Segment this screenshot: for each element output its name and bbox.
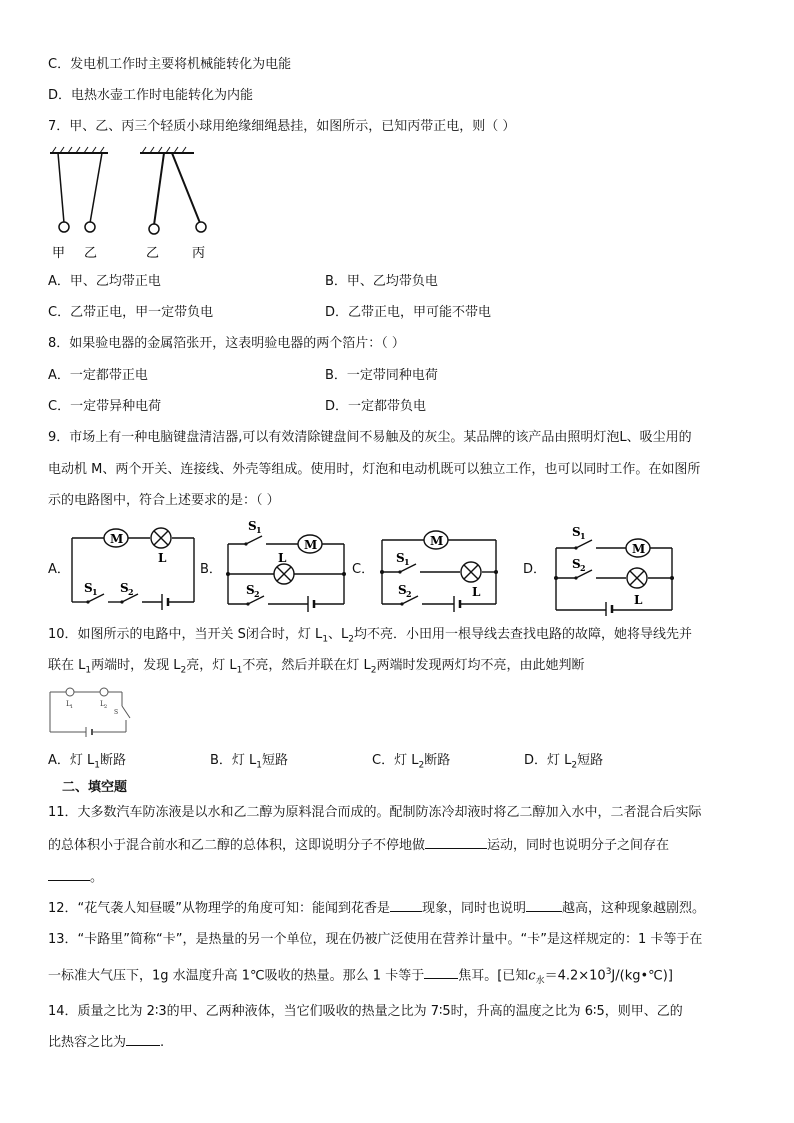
svg-text:1: 1	[92, 587, 98, 597]
svg-text:L: L	[278, 551, 287, 565]
q9-circuit-b	[218, 516, 353, 614]
q9-label-d: D．	[523, 562, 547, 577]
svg-text:L: L	[634, 593, 643, 607]
q10-stem-line1: 10．如图所示的电路中，当开关 S闭合时，灯 $L_1$、$L_2$均不亮．小田用一根导线去查找电路的故障，她将导线先并	[48, 627, 693, 645]
q11-stem-line2: 的总体积小于混合前水和乙二醇的总体积，这即说明分子不停地做 运动，同时也说明分子之间存在	[48, 838, 670, 853]
q10-option-d: D．灯 $L_2$短路	[524, 753, 604, 771]
svg-text:M: M	[632, 542, 646, 556]
q9-stem-line2: 电动机 M、两个开关、连接线、外壳等组成。使用时，灯泡和电动机既可以独立工作，也可以同时工作。在如图所	[48, 462, 701, 477]
q9-stem-line1: 9．市场上有一种电脑键盘清洁器,可以有效清除键盘间不易触及的灰尘。某品牌的该产品由照明灯泡L、吸尘用的	[48, 430, 692, 445]
q14-blank[interactable]	[126, 1033, 160, 1046]
q11-blank-1[interactable]	[425, 836, 487, 849]
svg-text:1: 1	[70, 704, 74, 710]
svg-text:1: 1	[580, 531, 586, 541]
label-jia-1: 甲	[52, 246, 66, 261]
q9-label-a: A．	[48, 562, 70, 577]
q9-circuit-c	[372, 526, 507, 616]
q8-option-d: D．一定都带负电	[325, 399, 427, 414]
q12-blank-1[interactable]	[390, 899, 422, 912]
q7-option-a: A．甲、乙均带正电	[48, 274, 161, 289]
q6-option-d: D．电热水壶工作时电能转化为内能	[48, 88, 254, 103]
q11-blank-2[interactable]	[48, 868, 90, 881]
svg-text:2: 2	[406, 589, 412, 599]
svg-text:S: S	[84, 581, 93, 595]
svg-text:S: S	[572, 557, 581, 571]
svg-text:2: 2	[254, 589, 260, 599]
svg-text:2: 2	[128, 587, 134, 597]
q13-blank[interactable]	[424, 966, 458, 979]
q14-stem-line2: 比热容之比为 .	[48, 1035, 165, 1050]
svg-text:S: S	[572, 525, 581, 539]
label-bing: 丙	[192, 246, 206, 261]
svg-text:L: L	[66, 700, 71, 708]
q8-option-b: B．一定带同种电荷	[325, 368, 438, 383]
q13-stem-line1: 13．“卡路里”简称“卡”，是热量的另一个单位，现在仍被广泛使用在营养计量中。“卡”是这样规定的：1 卡等于在	[48, 932, 703, 947]
q10-option-b: B．灯 $L_1$短路	[210, 753, 289, 771]
svg-text:M: M	[110, 532, 124, 546]
q8-option-c: C．一定带异种电荷	[48, 399, 162, 414]
svg-text:L: L	[472, 585, 481, 599]
svg-text:1: 1	[404, 557, 410, 567]
svg-text:M: M	[430, 534, 444, 548]
q10-option-a: A．灯 $L_1$断路	[48, 753, 127, 771]
q12-stem: 12．“花气袭人知昼暖”从物理学的角度可知：能闻到花香是 现象，同时也说明 越高，这种现象越剧烈。	[48, 901, 706, 916]
q11-stem-line1: 11．大多数汽车防冻液是以水和乙二醇为原料混合而成的。配制防冻冷却液时将乙二醇加入水中，二者混合后实际	[48, 805, 702, 820]
q7-option-b: B．甲、乙均带负电	[325, 274, 438, 289]
q14-stem-line1: 14．质量之比为 2∶3的甲、乙两种液体，当它们吸收的热量之比为 7∶5时，升高的温度之比为 6∶5，则甲、乙的	[48, 1004, 683, 1019]
svg-text:S: S	[396, 551, 405, 565]
q7-option-c: C．乙带正电，甲一定带负电	[48, 305, 214, 320]
q7-option-d: D．乙带正电，甲可能不带电	[325, 305, 492, 320]
section-title: 二、填空题	[62, 780, 128, 795]
svg-text:2: 2	[580, 563, 586, 573]
q8-option-a: A．一定都带正电	[48, 368, 148, 383]
q9-stem-line3: 示的电路图中，符合上述要求的是：（ ）	[48, 493, 280, 508]
q8-stem: 8．如果验电器的金属箔张开，这表明验电器的两个箔片：（ ）	[48, 336, 405, 351]
svg-text:L: L	[100, 700, 105, 708]
q10-option-c: C．灯 $L_2$断路	[372, 753, 451, 771]
q12-blank-2[interactable]	[526, 899, 562, 912]
q9-circuit-d	[550, 520, 680, 616]
q10-stem-line2: 联在 $L_1$两端时，发现 $L_2$亮，灯 $L_1$不亮，然后并联在灯 $L_2$两端时发现两灯均不亮，由此她判断	[48, 658, 585, 676]
label-yi-1: 乙	[84, 246, 98, 261]
q11-stem-line3: 。	[48, 868, 103, 887]
q6-option-c: C．发电机工作时主要将机械能转化为电能	[48, 57, 292, 72]
svg-text:S: S	[120, 581, 129, 595]
label-yi-2: 乙	[146, 246, 160, 261]
q9-label-b: B．	[200, 562, 222, 577]
q10-circuit-figure	[46, 684, 138, 740]
q7-stem: 7．甲、乙、丙三个轻质小球用绝缘细绳悬挂，如图所示，已知丙带正电，则（ ）	[48, 119, 516, 134]
q13-stem-line2: 一标准大气压下，1g 水温度升高 1℃吸收的热量。那么 1 卡等于 焦耳。[已知$c_水=4.2\times 10^3J/(kg•℃)$]	[48, 967, 673, 986]
q9-label-c: C．	[352, 562, 375, 577]
svg-text:S: S	[114, 709, 119, 716]
q9-circuit-a	[66, 520, 201, 612]
svg-text:2: 2	[104, 704, 108, 710]
svg-text:1: 1	[256, 525, 262, 535]
q7-pendulum-figure	[44, 145, 224, 265]
svg-text:L: L	[158, 551, 167, 565]
svg-text:S: S	[246, 583, 255, 597]
svg-text:S: S	[248, 519, 257, 533]
svg-text:S: S	[398, 583, 407, 597]
svg-text:M: M	[304, 538, 318, 552]
